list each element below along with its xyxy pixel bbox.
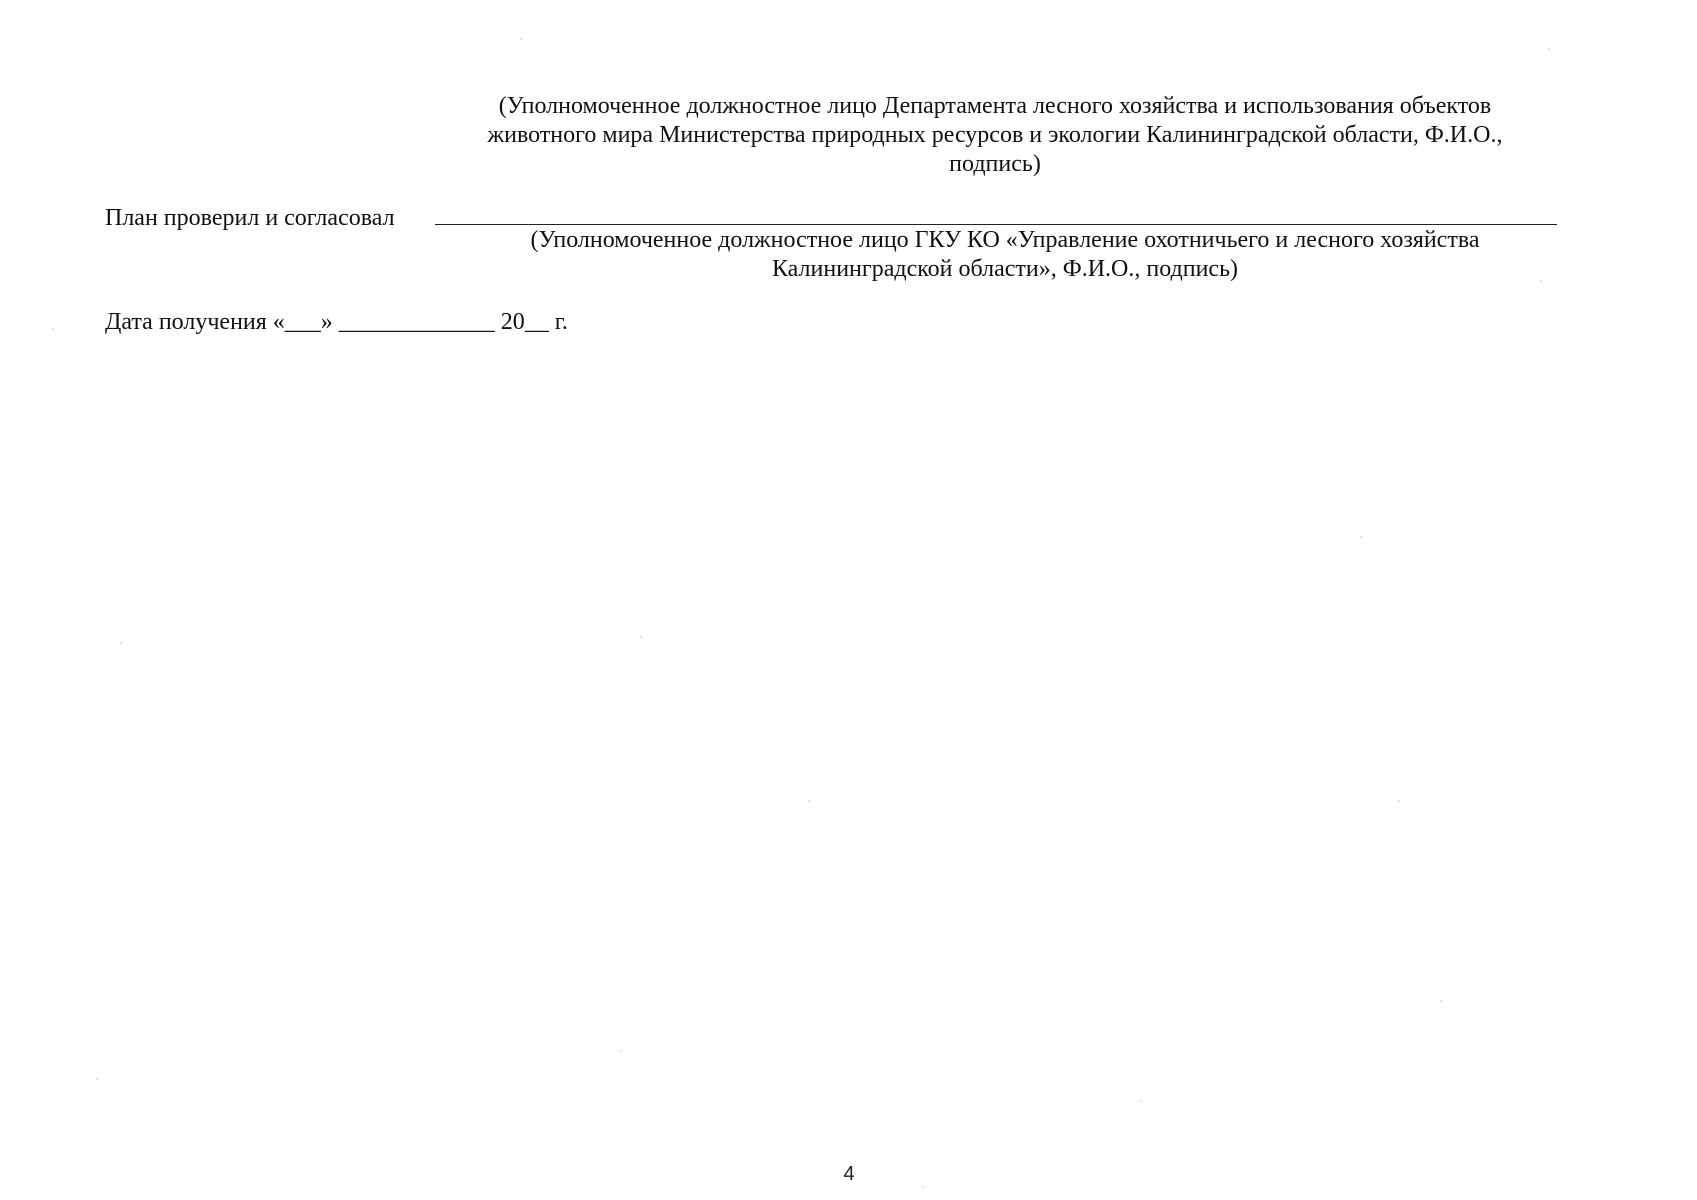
year-suffix: г.: [548, 309, 568, 335]
receipt-date-row: [105, 308, 568, 336]
scan-speck: [520, 38, 522, 40]
month-blank: _____________: [338, 309, 495, 335]
scan-speck: [96, 1078, 98, 1080]
hunting-agency-official-caption: [500, 226, 1510, 284]
approval-signature-line: [435, 224, 1557, 225]
receipt-date-label: Дата получения «: [105, 309, 285, 335]
caption-line: животного мира Министерства природных ресурсов и экологии Калининградской области, Ф.И.О.,: [487, 122, 1503, 148]
close-quote: »: [320, 309, 339, 335]
caption-line: (Уполномоченное должностное лицо ГКУ КО «Управление охотничьего и лесного хозяйства: [530, 227, 1480, 253]
approval-label: План проверил и согласовал: [105, 205, 395, 231]
scan-speck: [1398, 800, 1400, 802]
scan-speck: [1540, 280, 1542, 282]
year-prefix: 20: [494, 309, 525, 335]
scan-speck: [1140, 1100, 1142, 1102]
scan-speck: [640, 636, 642, 638]
scan-speck: [120, 642, 122, 644]
year-blank: __: [524, 309, 549, 335]
scan-speck: [808, 800, 810, 802]
page-number: 4: [843, 1163, 855, 1185]
scan-speck: [1360, 536, 1362, 538]
scan-speck: [1440, 1000, 1442, 1002]
caption-line: (Уполномоченное должностное лицо Департамента лесного хозяйства и использования объектов: [498, 93, 1492, 119]
forest-department-official-caption: [470, 92, 1520, 179]
day-blank: ___: [284, 309, 321, 335]
scan-speck: [52, 328, 54, 330]
scan-speck: [620, 1050, 622, 1052]
scan-speck: [1548, 48, 1550, 50]
scan-speck: [922, 1186, 924, 1188]
caption-line: подпись): [949, 151, 1041, 177]
caption-line: Калининградской области», Ф.И.О., подпись): [771, 256, 1239, 282]
